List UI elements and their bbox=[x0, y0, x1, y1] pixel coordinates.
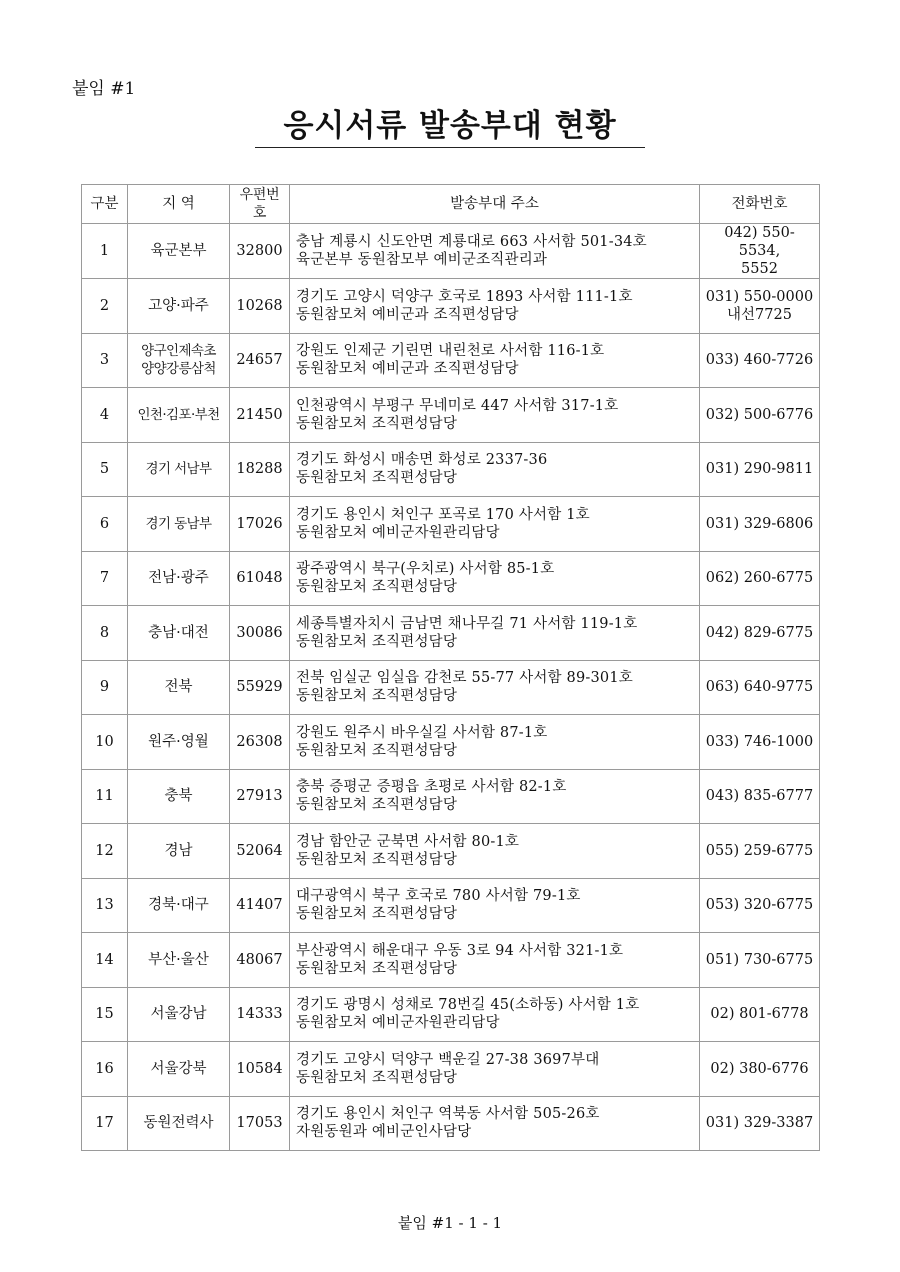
table-row bbox=[82, 769, 820, 824]
phone-number: 02) 380-6776 bbox=[710, 1060, 809, 1077]
row-number: 12 bbox=[82, 824, 128, 879]
region-cell bbox=[128, 660, 230, 715]
address-department: 동원참모처 조직편성담당 bbox=[296, 579, 458, 596]
row-number: 3 bbox=[82, 333, 128, 388]
phone-cell bbox=[700, 769, 820, 824]
table-row bbox=[82, 497, 820, 552]
table-row bbox=[82, 715, 820, 770]
row-number: 9 bbox=[82, 660, 128, 715]
header-zip: 우편번호 bbox=[230, 185, 290, 224]
table-body bbox=[82, 224, 820, 1151]
row-number: 17 bbox=[82, 1096, 128, 1151]
zip-code: 10268 bbox=[230, 279, 290, 334]
region-cell bbox=[128, 1042, 230, 1097]
region-cell bbox=[128, 551, 230, 606]
address-line: 강원도 인제군 기린면 내린천로 사서함 116-1호 bbox=[296, 343, 605, 360]
address-department: 동원참모처 조직편성담당 bbox=[296, 688, 458, 705]
zip-code: 41407 bbox=[230, 878, 290, 933]
address-line: 세종특별자치시 금남면 채나무길 71 사서함 119-1호 bbox=[296, 615, 638, 632]
phone-number: 062) 260-6775 bbox=[705, 570, 814, 587]
table-row bbox=[82, 333, 820, 388]
row-number: 5 bbox=[82, 442, 128, 497]
region-name: 고양·파주 bbox=[148, 297, 209, 314]
address-cell bbox=[290, 333, 700, 388]
row-number: 8 bbox=[82, 606, 128, 661]
region-cell bbox=[128, 824, 230, 879]
phone-cell bbox=[700, 606, 820, 661]
phone-cell bbox=[700, 987, 820, 1042]
region-cell bbox=[128, 279, 230, 334]
phone-cell bbox=[700, 1096, 820, 1151]
page-number: 붙임 #1 - 1 - 1 bbox=[397, 1214, 503, 1232]
zip-code: 17053 bbox=[230, 1096, 290, 1151]
phone-number: 042) 829-6775 bbox=[705, 624, 814, 641]
region-cell bbox=[128, 878, 230, 933]
table-row bbox=[82, 933, 820, 988]
address-department: 동원참모처 조직편성담당 bbox=[296, 960, 458, 977]
address-cell bbox=[290, 224, 700, 279]
address-department: 동원참모처 조직편성담당 bbox=[296, 1069, 458, 1086]
address-department: 동원참모처 예비군과 조직편성담당 bbox=[296, 361, 519, 378]
region-name: 경북·대구 bbox=[148, 897, 209, 914]
address-cell bbox=[290, 442, 700, 497]
zip-code: 26308 bbox=[230, 715, 290, 770]
zip-code: 48067 bbox=[230, 933, 290, 988]
address-cell bbox=[290, 769, 700, 824]
region-name-line2: 양양강릉삼척 bbox=[141, 361, 216, 378]
region-name: 서울강남 bbox=[150, 1006, 207, 1023]
row-number: 15 bbox=[82, 987, 128, 1042]
phone-cell bbox=[700, 660, 820, 715]
address-department: 동원참모처 조직편성담당 bbox=[296, 415, 458, 432]
phone-cell bbox=[700, 1042, 820, 1097]
phone-cell bbox=[700, 715, 820, 770]
phone-number: 031) 329-3387 bbox=[705, 1115, 814, 1132]
address-cell bbox=[290, 715, 700, 770]
region-name: 육군본부 bbox=[150, 243, 207, 259]
region-name: 충북 bbox=[164, 788, 193, 805]
address-cell bbox=[290, 933, 700, 988]
address-line: 광주광역시 북구(우치로) 사서함 85-1호 bbox=[296, 561, 555, 578]
table-row bbox=[82, 279, 820, 334]
region-cell bbox=[128, 388, 230, 443]
row-number: 2 bbox=[82, 279, 128, 334]
address-cell bbox=[290, 497, 700, 552]
zip-code: 52064 bbox=[230, 824, 290, 879]
region-cell bbox=[128, 1096, 230, 1151]
phone-cell bbox=[700, 933, 820, 988]
address-line: 부산광역시 해운대구 우동 3로 94 사서함 321-1호 bbox=[296, 942, 624, 959]
header-address: 발송부대 주소 bbox=[290, 185, 700, 224]
table-row bbox=[82, 442, 820, 497]
row-number: 13 bbox=[82, 878, 128, 933]
region-name: 양구인제속초 bbox=[141, 343, 216, 360]
phone-extension: 5552 bbox=[741, 261, 778, 277]
address-cell bbox=[290, 1096, 700, 1151]
address-cell bbox=[290, 987, 700, 1042]
table-row bbox=[82, 606, 820, 661]
header-region: 지 역 bbox=[128, 185, 230, 224]
zip-code: 14333 bbox=[230, 987, 290, 1042]
region-name: 서울강북 bbox=[150, 1060, 207, 1077]
zip-code: 61048 bbox=[230, 551, 290, 606]
region-name: 전남·광주 bbox=[148, 570, 209, 587]
phone-cell bbox=[700, 824, 820, 879]
phone-cell bbox=[700, 333, 820, 388]
phone-number: 032) 500-6776 bbox=[705, 406, 814, 423]
zip-code: 21450 bbox=[230, 388, 290, 443]
phone-extension: 내선7725 bbox=[727, 306, 792, 323]
region-cell bbox=[128, 715, 230, 770]
address-department: 육군본부 동원참모부 예비군조직관리과 bbox=[296, 252, 548, 268]
region-cell bbox=[128, 224, 230, 279]
address-line: 경기도 화성시 매송면 화성로 2337-36 bbox=[296, 452, 548, 469]
address-cell bbox=[290, 388, 700, 443]
address-cell bbox=[290, 1042, 700, 1097]
address-line: 강원도 원주시 바우실길 사서함 87-1호 bbox=[296, 724, 548, 741]
address-department: 동원참모처 조직편성담당 bbox=[296, 797, 458, 814]
phone-number: 042) 550-5534, bbox=[724, 225, 795, 259]
table-row bbox=[82, 551, 820, 606]
table-row bbox=[82, 1096, 820, 1151]
region-name: 전북 bbox=[164, 679, 193, 696]
zip-code: 32800 bbox=[230, 224, 290, 279]
address-cell bbox=[290, 606, 700, 661]
phone-number: 063) 640-9775 bbox=[705, 679, 814, 696]
phone-cell bbox=[700, 224, 820, 279]
address-cell bbox=[290, 660, 700, 715]
table-row bbox=[82, 660, 820, 715]
address-department: 자원동원과 예비군인사담당 bbox=[296, 1124, 472, 1141]
address-line: 인천광역시 부평구 무네미로 447 사서함 317-1호 bbox=[296, 397, 619, 414]
phone-number: 033) 460-7726 bbox=[705, 352, 814, 369]
phone-cell bbox=[700, 551, 820, 606]
phone-number: 031) 329-6806 bbox=[705, 515, 814, 532]
phone-cell bbox=[700, 878, 820, 933]
region-cell bbox=[128, 933, 230, 988]
phone-number: 055) 259-6775 bbox=[705, 842, 814, 859]
phone-number: 031) 290-9811 bbox=[705, 461, 814, 478]
table-header-row bbox=[82, 185, 820, 224]
table-row bbox=[82, 878, 820, 933]
address-cell bbox=[290, 551, 700, 606]
table-row bbox=[82, 824, 820, 879]
phone-number: 031) 550-0000 bbox=[705, 288, 814, 305]
row-number: 6 bbox=[82, 497, 128, 552]
region-name: 경남 bbox=[164, 842, 193, 859]
zip-code: 30086 bbox=[230, 606, 290, 661]
row-number: 16 bbox=[82, 1042, 128, 1097]
address-department: 동원참모처 예비군자원관리담당 bbox=[296, 524, 500, 541]
phone-number: 02) 801-6778 bbox=[710, 1006, 809, 1023]
region-cell bbox=[128, 769, 230, 824]
address-department: 동원참모처 조직편성담당 bbox=[296, 633, 458, 650]
address-department: 동원참모처 조직편성담당 bbox=[296, 742, 458, 759]
address-line: 경기도 고양시 덕양구 호국로 1893 사서함 111-1호 bbox=[296, 288, 633, 305]
zip-code: 55929 bbox=[230, 660, 290, 715]
zip-code: 18288 bbox=[230, 442, 290, 497]
address-line: 대구광역시 북구 호국로 780 사서함 79-1호 bbox=[296, 888, 581, 905]
header-phone: 전화번호 bbox=[700, 185, 820, 224]
row-number: 11 bbox=[82, 769, 128, 824]
address-cell bbox=[290, 878, 700, 933]
table-row bbox=[82, 388, 820, 443]
region-name: 경기 서남부 bbox=[145, 461, 212, 478]
address-line: 전북 임실군 임실읍 감천로 55-77 사서함 89-301호 bbox=[296, 670, 633, 687]
phone-number: 033) 746-1000 bbox=[705, 733, 814, 750]
zip-code: 10584 bbox=[230, 1042, 290, 1097]
phone-number: 043) 835-6777 bbox=[705, 788, 814, 805]
address-department: 동원참모처 조직편성담당 bbox=[296, 470, 458, 487]
zip-code: 27913 bbox=[230, 769, 290, 824]
address-line: 경남 함안군 군북면 사서함 80-1호 bbox=[296, 833, 520, 850]
phone-cell bbox=[700, 497, 820, 552]
row-number: 14 bbox=[82, 933, 128, 988]
address-cell bbox=[290, 279, 700, 334]
address-line: 경기도 용인시 처인구 포곡로 170 사서함 1호 bbox=[296, 506, 590, 523]
region-cell bbox=[128, 442, 230, 497]
region-name: 인천·김포·부천 bbox=[137, 406, 220, 423]
address-department: 동원참모처 예비군자원관리담당 bbox=[296, 1015, 500, 1032]
address-cell bbox=[290, 824, 700, 879]
address-line: 경기도 고양시 덕양구 백운길 27-38 3697부대 bbox=[296, 1051, 600, 1068]
address-line: 경기도 용인시 처인구 역북동 사서함 505-26호 bbox=[296, 1106, 600, 1123]
page-title: 응시서류 발송부대 현황 bbox=[283, 108, 617, 144]
row-number: 10 bbox=[82, 715, 128, 770]
region-cell bbox=[128, 987, 230, 1042]
title-underline bbox=[255, 147, 645, 148]
table-row bbox=[82, 987, 820, 1042]
region-cell bbox=[128, 606, 230, 661]
address-department: 동원참모처 조직편성담당 bbox=[296, 851, 458, 868]
attachment-label: 붙임 #1 bbox=[72, 79, 136, 99]
phone-cell bbox=[700, 442, 820, 497]
address-department: 동원참모처 조직편성담당 bbox=[296, 906, 458, 923]
table-row bbox=[82, 1042, 820, 1097]
region-name: 충남·대전 bbox=[148, 624, 209, 641]
region-name: 부산·울산 bbox=[148, 951, 209, 968]
region-name: 원주·영월 bbox=[148, 733, 209, 750]
row-number: 7 bbox=[82, 551, 128, 606]
row-number: 4 bbox=[82, 388, 128, 443]
phone-cell bbox=[700, 279, 820, 334]
address-department: 동원참모처 예비군과 조직편성담당 bbox=[296, 306, 519, 323]
zip-code: 17026 bbox=[230, 497, 290, 552]
table-row bbox=[82, 224, 820, 279]
dispatch-unit-table bbox=[81, 184, 820, 1151]
phone-number: 053) 320-6775 bbox=[705, 897, 814, 914]
phone-number: 051) 730-6775 bbox=[705, 951, 814, 968]
phone-cell bbox=[700, 388, 820, 443]
row-number: 1 bbox=[82, 224, 128, 279]
header-no: 구분 bbox=[82, 185, 128, 224]
address-line: 충남 계룡시 신도안면 계룡대로 663 사서함 501-34호 bbox=[296, 234, 647, 250]
zip-code: 24657 bbox=[230, 333, 290, 388]
address-line: 충북 증평군 증평읍 초평로 사서함 82-1호 bbox=[296, 779, 567, 796]
address-line: 경기도 광명시 성채로 78번길 45(소하동) 사서함 1호 bbox=[296, 997, 640, 1014]
region-name: 경기 동남부 bbox=[145, 515, 212, 532]
region-cell bbox=[128, 333, 230, 388]
region-cell bbox=[128, 497, 230, 552]
region-name: 동원전력사 bbox=[143, 1115, 214, 1132]
